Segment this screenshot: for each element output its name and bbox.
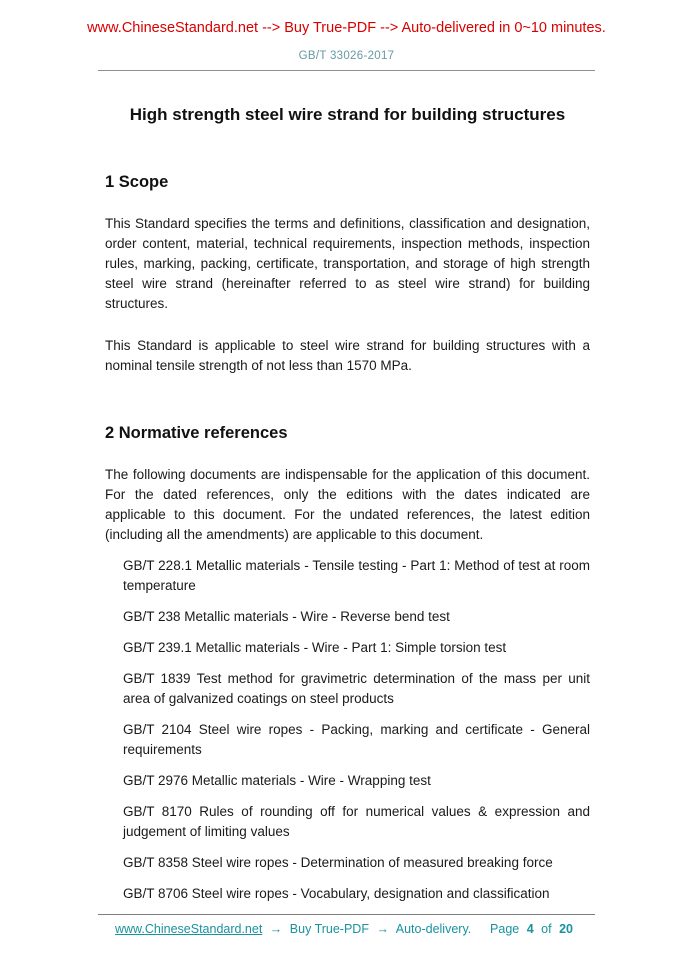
reference-item: GB/T 8358 Steel wire ropes - Determination of measured breaking force <box>123 855 553 870</box>
page-current: 4 <box>526 922 534 936</box>
footer-promo <box>115 922 475 936</box>
arrow-right-icon: → <box>269 922 283 936</box>
reference-item: GB/T 238 Metallic materials - Wire - Reverse bend test <box>123 609 450 624</box>
footer-divider <box>98 914 595 915</box>
footer-buy-label: Buy True-PDF <box>289 922 369 936</box>
page-title: High strength steel wire strand for building structures <box>129 105 566 124</box>
reference-item: GB/T 2976 Metallic materials - Wire - Wrapping test <box>123 773 431 788</box>
section-2-heading: 2 Normative references <box>105 424 288 442</box>
page-total: 20 <box>559 922 573 936</box>
header-divider <box>98 70 595 71</box>
footer-website-link[interactable]: www.ChineseStandard.net <box>115 922 263 936</box>
reference-item: GB/T 239.1 Metallic materials - Wire - Part 1: Simple torsion test <box>123 640 507 655</box>
header-banner-link[interactable]: www.ChineseStandard.net --> Buy True-PDF --> Auto-delivered in 0~10 minutes. <box>87 20 606 36</box>
footer-delivery-label: Auto-delivery. <box>395 922 472 936</box>
reference-item: GB/T 8170 Rules of rounding off for numerical values & expression and judgement of limiting values <box>123 804 590 839</box>
reference-item: GB/T 2104 Steel wire ropes - Packing, marking and certificate - General requirements <box>123 722 590 757</box>
page-indicator <box>490 922 573 936</box>
arrow-right-icon: → <box>376 922 389 936</box>
page-of-label: of <box>541 922 552 936</box>
document-body <box>0 105 693 904</box>
section-1-heading: 1 Scope <box>105 173 169 191</box>
reference-item: GB/T 228.1 Metallic materials - Tensile testing - Part 1: Method of test at room temperature <box>123 558 590 593</box>
scope-paragraph-2: This Standard is applicable to steel wire strand for building structures with a nominal tensile strength of not less than 1570 MPa. <box>105 338 590 373</box>
doc-number: GB/T 33026-2017 <box>298 50 395 62</box>
scope-paragraph-1: This Standard specifies the terms and definitions, classification and designation, order content, material, technical requirements, inspection methods, inspection rules, marking, packing, certificate, transportation, and storage of high strength steel wire strand (hereinafter referred to as steel wire strand) for building structures. <box>105 216 590 311</box>
reference-item: GB/T 1839 Test method for gravimetric determination of the mass per unit area of galvanized coatings on steel products <box>123 671 590 706</box>
page-footer <box>0 914 693 936</box>
footer-row <box>0 922 693 936</box>
normative-intro-paragraph: The following documents are indispensable for the application of this document. For the dated references, only the editions with the dates indicated are applicable to this document. For the undated references, the latest edition (including all the amendments) are applicable to this document. <box>105 467 590 542</box>
reference-item: GB/T 8706 Steel wire ropes - Vocabulary, designation and classification <box>123 886 550 901</box>
page-label: Page <box>490 922 520 936</box>
